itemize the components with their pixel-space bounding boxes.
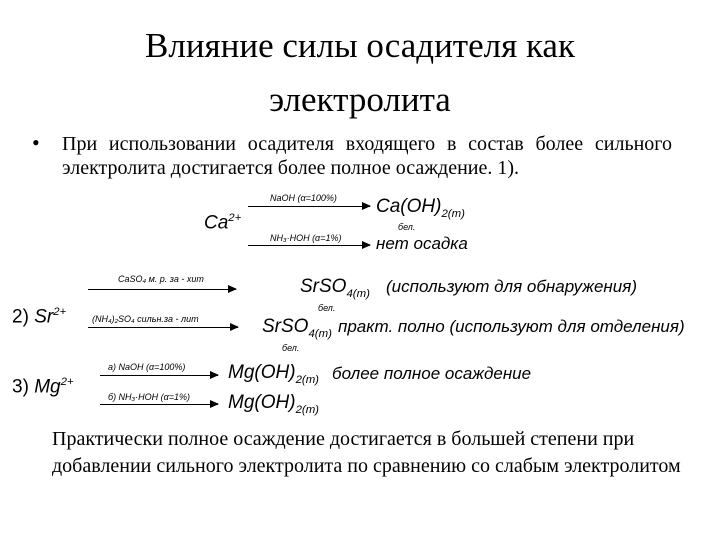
- slide-title-line-2: электролита: [269, 80, 451, 119]
- r2-arrow2: [88, 327, 238, 328]
- r1-arrow2-condition: NH₃·HOH (α=1%): [270, 233, 342, 243]
- r3-product1: [228, 362, 319, 386]
- r2-number: 2): [12, 306, 29, 328]
- r1-product1: [376, 196, 465, 220]
- r3-number: 3): [12, 376, 29, 398]
- r2-product2-note: бел.: [282, 343, 300, 353]
- r3-product1-comment: более полное осаждение: [332, 364, 532, 383]
- r3-arrow1: [100, 375, 218, 376]
- r2-product1-note: бел.: [318, 303, 336, 313]
- r2-arrow1-condition: CaSO₄ м. р. за - хит: [118, 274, 204, 284]
- r2-product2-sub: 4(т): [308, 327, 332, 340]
- r3-label: [12, 376, 74, 398]
- r2-reagent-symbol: Sr: [34, 306, 54, 328]
- r2-product2: [262, 316, 332, 340]
- bullet-text: При использовании осадителя входящего в состав более сильного электролита достигается более полное осаждение. 1).: [62, 133, 672, 179]
- r2-product2-comment: практ. полно (используют для отделения): [338, 317, 685, 336]
- r3-product2-sub: 2(т): [295, 403, 319, 416]
- r1-reagent: [204, 212, 241, 234]
- r1-arrow1: [248, 206, 370, 207]
- r3-reagent-symbol: Mg: [34, 376, 61, 398]
- r1-reagent-symbol: Ca: [204, 212, 229, 234]
- r3-arrow2: [100, 404, 218, 405]
- r1-product2: нет осадка: [376, 234, 468, 253]
- r2-product1: [300, 276, 370, 300]
- r3-arrow1-condition: а) NaOH (α=100%): [108, 362, 186, 372]
- r2-product2-formula: SrSO: [262, 316, 309, 337]
- r1-product1-note: бел.: [398, 222, 416, 232]
- r1-reagent-charge: 2+: [228, 212, 242, 224]
- r3-arrow2-condition: б) NH₃·HOH (α=1%): [108, 392, 191, 402]
- r3-product2: [228, 392, 319, 416]
- r3-product1-sub: 2(т): [295, 373, 319, 386]
- r2-reagent-charge: 2+: [53, 306, 67, 318]
- r2-arrow1: [88, 289, 236, 290]
- conclusion-text: Практически полное осаждение достигается в большей степени при добавлении сильного электролита по сравнению со слабым электролитом: [52, 428, 681, 477]
- r3-product1-formula: Mg(OH): [228, 362, 296, 383]
- r1-arrow2: [248, 245, 370, 246]
- r3-reagent-charge: 2+: [60, 376, 74, 388]
- slide-title-line-1: Влияние силы осадителя как: [145, 26, 575, 65]
- bullet-marker: •: [32, 130, 40, 155]
- r2-product1-comment: (используют для обнаружения): [386, 277, 637, 296]
- r3-product2-formula: Mg(OH): [228, 392, 296, 413]
- r2-arrow2-condition: (NH₄)₂SO₄ сильн.за - лит: [92, 314, 199, 324]
- r2-product1-sub: 4(т): [346, 287, 370, 300]
- r1-arrow1-condition: NaOH (α=100%): [270, 193, 337, 203]
- r1-product1-sub: 2(т): [441, 207, 465, 220]
- r2-product1-formula: SrSO: [300, 276, 347, 297]
- r1-product1-formula: Ca(OH): [376, 196, 442, 217]
- r2-label: [12, 306, 66, 328]
